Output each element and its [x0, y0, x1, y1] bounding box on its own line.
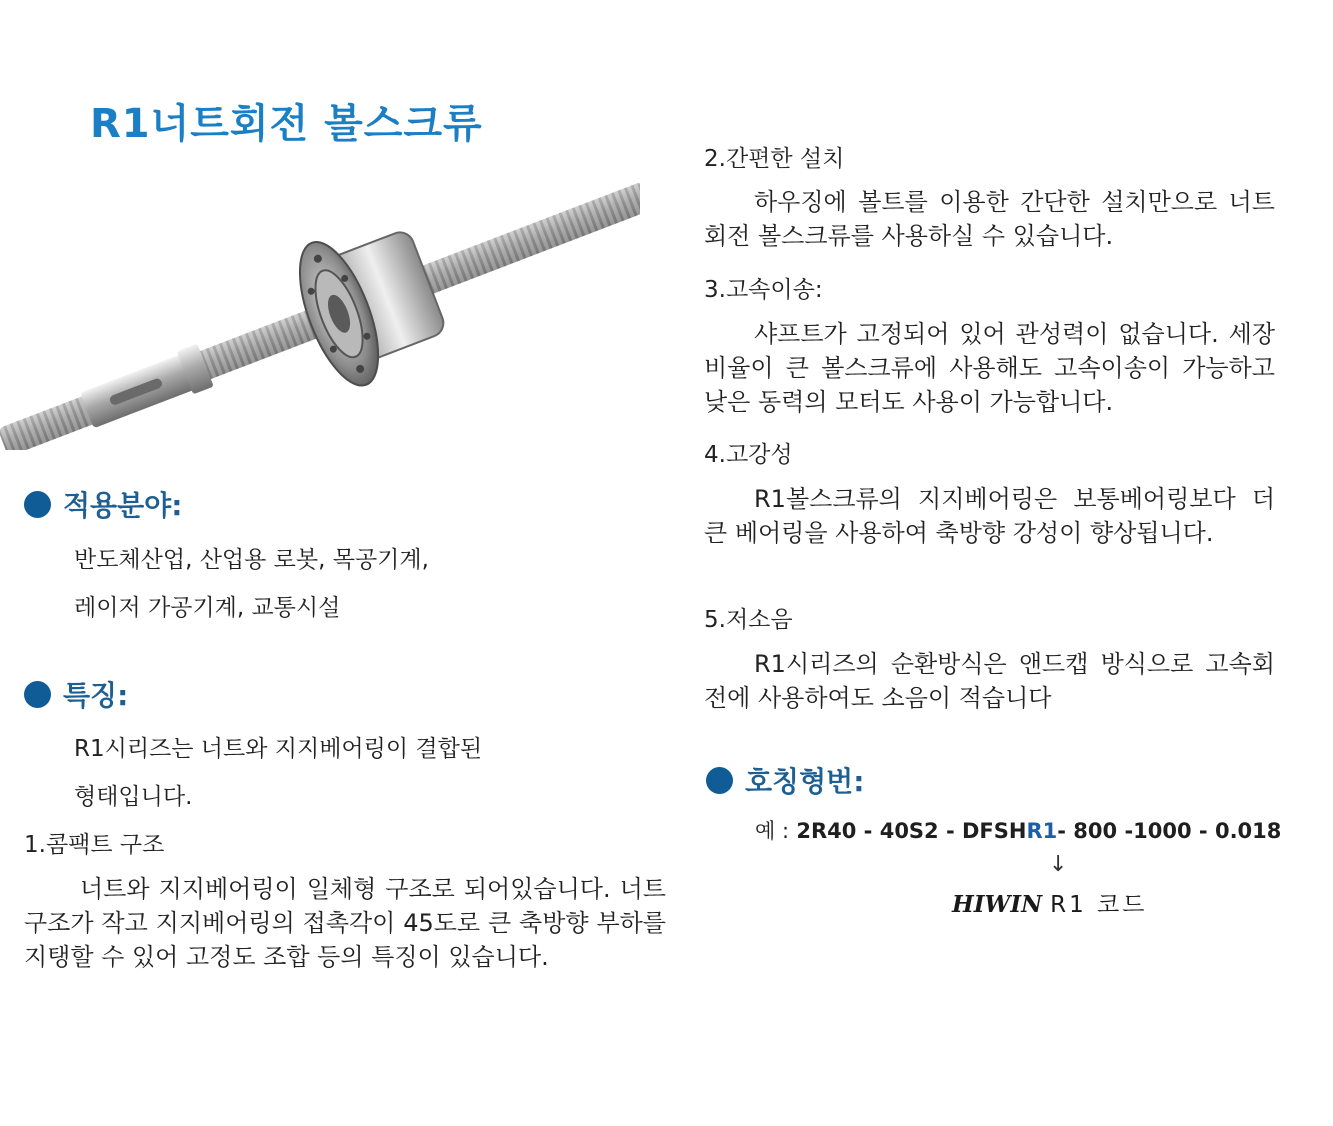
code-after: - 800 -1000 - 0.018 — [1057, 819, 1282, 843]
application-heading — [24, 484, 182, 524]
code-before: 2R40 - 40S2 - DFSH — [796, 819, 1027, 843]
feature-1-text: 너트와 지지베어링이 일체형 구조로 되어있습니다. 너트 구조가 작고 지지베어링의 접촉각이 45도로 큰 축방향 부하를 지탱할 수 있어 고정도 조합 등의 특징이 있습니다. — [24, 875, 666, 971]
feature-2-text: 하우징에 볼트를 이용한 간단한 설치만으로 너트 회전 볼스크류를 사용하실 수 있습니다. — [704, 188, 1275, 250]
features-heading — [24, 674, 128, 714]
down-arrow-icon: ↓ — [1049, 852, 1068, 877]
bullet-dot-icon — [24, 491, 51, 518]
features-heading-text: 특징: — [63, 679, 129, 712]
page-title: R1너트회전 볼스크류 — [90, 101, 483, 147]
bullet-dot-icon — [24, 681, 51, 708]
brand-code-text: R1 코드 — [1050, 892, 1148, 918]
designation-heading — [706, 760, 864, 800]
feature-1-title: 1.콤팩트 구조 — [24, 832, 165, 858]
brand-code-line — [952, 886, 1147, 919]
designation-code — [755, 815, 1281, 845]
features-line-2: 형태입니다. — [74, 784, 193, 810]
feature-4-text: R1볼스크류의 지지베어링은 보통베어링보다 더 큰 베어링을 사용하여 축방향 강성이 향상됩니다. — [704, 485, 1275, 547]
application-heading-text: 적용분야: — [63, 489, 183, 522]
designation-heading-text: 호칭형번: — [745, 765, 865, 798]
application-line-1: 반도체산업, 산업용 로봇, 목공기계, — [74, 547, 429, 573]
application-line-2: 레이저 가공기계, 교통시설 — [74, 595, 341, 621]
code-highlight: R1 — [1026, 819, 1058, 843]
features-line-1: R1시리즈는 너트와 지지베어링이 결합된 — [74, 736, 483, 762]
feature-5-title: 5.저소음 — [704, 607, 793, 633]
bullet-dot-icon — [706, 767, 733, 794]
ball-screw-image — [0, 180, 640, 450]
feature-3-text: 샤프트가 고정되어 있어 관성력이 없습니다. 세장비율이 큰 볼스크류에 사용해도 고속이송이 가능하고 낮은 동력의 모터도 사용이 가능합니다. — [704, 320, 1275, 416]
feature-4-title: 4.고강성 — [704, 442, 793, 468]
feature-3-title: 3.고속이송: — [704, 277, 823, 303]
feature-5-text: R1시리즈의 순환방식은 앤드캡 방식으로 고속회전에 사용하여도 소음이 적습니다 — [704, 650, 1275, 712]
feature-2-title: 2.간편한 설치 — [704, 146, 845, 172]
example-label: 예 : — [755, 819, 790, 843]
hiwin-logo: HIWIN — [952, 891, 1043, 918]
